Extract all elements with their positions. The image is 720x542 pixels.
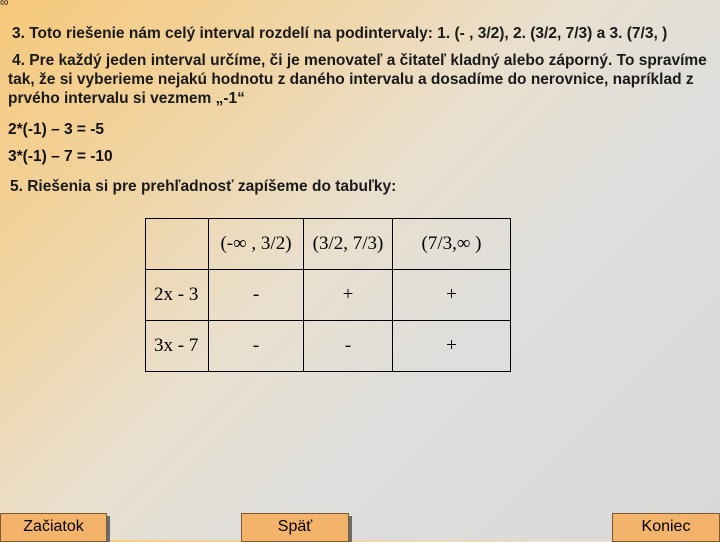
equation-2: 3*(-1) – 7 = -10 bbox=[8, 148, 113, 165]
equation-1: 2*(-1) – 3 = -5 bbox=[8, 121, 105, 138]
sign-table bbox=[145, 218, 511, 372]
infinity-symbol: ∞ bbox=[0, 0, 9, 9]
row-label: 2x - 3 bbox=[146, 270, 209, 321]
start-button[interactable]: Začiatok bbox=[0, 513, 107, 542]
table-header-row bbox=[146, 219, 511, 270]
table-row bbox=[146, 321, 511, 372]
sign-cell: - bbox=[209, 321, 304, 372]
step-5-text: 5. Riešenia si pre prehľadnosť zapíšeme do tabuľky: bbox=[10, 178, 397, 195]
sign-cell: + bbox=[304, 270, 393, 321]
sign-cell: + bbox=[393, 321, 511, 372]
step-4-text: 4. Pre každý jeden interval určíme, či je menovateľ a čitateľ kladný alebo záporný. To spravíme tak, že si vyberieme nejakú hodnotu z daného intervalu a dosadíme do nerovnice, napríklad z prvého intervalu si vezmem „-1“ bbox=[8, 52, 707, 107]
sign-cell: - bbox=[209, 270, 304, 321]
step-3-text: 3. Toto riešenie nám celý interval rozdelí na podintervaly: 1. (- , 3/2), 2. (3/2, 7/3) a 3. (7/3, ) bbox=[12, 25, 668, 42]
table-header-cell: (7/3,∞ ) bbox=[393, 219, 511, 270]
sign-cell: - bbox=[304, 321, 393, 372]
end-button[interactable]: Koniec bbox=[612, 513, 720, 542]
sign-cell: + bbox=[393, 270, 511, 321]
table-corner-cell bbox=[146, 219, 209, 270]
table-header-cell: (3/2, 7/3) bbox=[304, 219, 393, 270]
row-label: 3x - 7 bbox=[146, 321, 209, 372]
back-button[interactable]: Späť bbox=[241, 513, 349, 542]
table-header-cell: (-∞ , 3/2) bbox=[209, 219, 304, 270]
table-row bbox=[146, 270, 511, 321]
